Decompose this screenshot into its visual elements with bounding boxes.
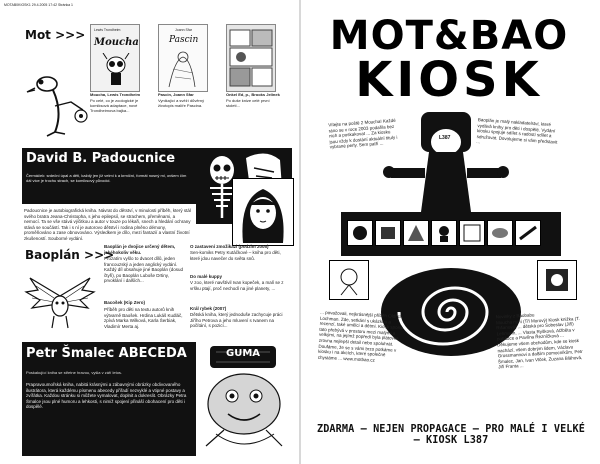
baoplan-col2-title: O zastavení zmožikázi (podzim 2005) [190,244,269,249]
painter-sketch-icon [165,49,201,89]
baoplan-heading: Baoplán >>> [25,248,115,262]
baoplan-col1-text-b: Příběh pro děti na textu autorů knih výtvarně Baošek. Hrdina Lukáš Kudláč, zpívá Marka Wilková, Karla Šerbiak, Vladimír Merta aj. [104,307,183,329]
baoplan-col1-text: Prozatím vyšlo to dvacet dílů, jeden francouzský a jeden anglický vydání. Každý díl obsahuje jiné Baoplán (dosud čtyři), po Baoplán Luboše Drtiny, prvoklání i dalších... [104,256,184,284]
book-caption: Po celé, co je zoologické je komiksová adaptace, nové Trondheimova bajka... [90,98,139,113]
book-cover-author: Joann Sfar [175,28,192,32]
girl-portrait-panel [232,178,294,246]
david-intro: Čermáček: srdeční úpal a děti, každý jen již velmi k a krmiční, formát nosný mi, ovšem čím dál více je trochu strach, se komiksový původci. [26,173,187,183]
baoplan-col2-text-b: V zoo, které navštívil Ivan kopeček, a malí se z vršku ptají, proč nechodí na jiné planety, ... [190,280,284,291]
mot-heading: Mot >>> [25,28,86,42]
book-caption-title: Moucha, Lewis Trondheim [90,92,141,97]
guma-illustration-panel [196,338,292,456]
baoplan-col2-subtitle: Do malé kuppy [190,274,223,279]
david-body: Padoucnice je autobiografická kniha. Návrat do dětství, v minulosti příběh, který stál svého bratra Jeana-Christopha, s jeho epilepsií, se strachem, přeměnami, a nemocí. Ta se vše stává výčitkou a autor v touze po lékaři, snech a hledání ochrany stává se součástí. Tak i s ní je autorovo dětství i rodina plněno démony, proměňováno a zase obnovováno. Výsledkem je dílo, mezi fantazií a vlastní životní zkušeností. Souborné vydání. [24,208,191,241]
book-caption-title: Pascin, Joann Sfar [158,92,194,97]
lower-left-text: ... považovali, nejkrásnější příběh Oldřich Lochman. Zde, setkání s ukázkou a recenzí, také umělci a dětmi. Kiosk spolek tato přebývá v prostoru mezi malými a velkými, na jejímž popředí byla plátovka zrovna nejlepší detail nebo spoluhrát. Doufáme, že se s vámi brzo potkáme v kiosku i na akcích, které společně chystáme ... www.motbao.cz [317,309,404,363]
right-page [301,0,600,464]
print-header: MOTAB0KIOSK1 29.4.2005 17:42 Stránka 1 [4,3,74,7]
winged-creature-illustration [24,268,96,332]
book-cover-onkel-ed[interactable] [226,24,276,92]
left-page [0,0,299,464]
baoplan-col1-title: Baoplán je dvojice určený dětem, jakéhokoliv věku. [104,244,176,255]
poster-title-line1: MOT&BAO [329,13,569,59]
poster-footer: ZDARMA – NEJEN PROPAGACE – PRO MALÉ I VELKÉ – KIOSK L387 [316,424,586,446]
poster-title-line2: KIOSK [355,52,543,108]
comic-card[interactable] [403,220,429,246]
book-caption: Po duše knize celé první století... [226,98,270,108]
comic-card[interactable] [487,220,513,246]
comic-card[interactable] [431,220,457,246]
upper-left-text: Vítejte na poště 2 Moucha! Každé ráno se v roce 2003 podařila bez nich a poskakovat ... Za kiosku jsou vždy k dostání aktuální tituly i vybrané perly. Sem patří ... [328,117,398,150]
book-caption: Vynikající a svěží důvěrný životopis malíře Pascina. [158,98,205,108]
upper-right-text: Baoplán je malý nakladatelství, které vydává knihy pro děti i dospělé. Vydání kiosku spojuje sdílet s radostí sdílet a sdružovat. Dovolujeme si vám představit ... [476,117,558,145]
comic-card[interactable] [375,220,401,246]
comic-card[interactable] [459,220,485,246]
fly-character-icon [101,53,131,87]
lower-right-text: Novinky z Baobabu Moucha nyní (Tři Morový) Kiosk knižka (T. Rišanová) ... dětská pro Sobeslav (Jiří) Lehmann, ... Vlasta Ryšková, Alžběta v pohádce a Pavlína Řezníčková ... Děkujeme všem obchodům, kde se kiosk nachází, všem dobrým lidem, Václavu Grossmannovi a dalším pomocníkům, Petr Šmalec, Jan, Ivan Vlček, Zuzana Bláhová, Jiří Franta ... [495,312,583,370]
baoplan-col2-text-c: Dětská kniha, který jednoduše zachycuje práci Jiřího Petrova a jeho mluvení s Ivanem na počítání, s pozicí... [190,312,283,329]
baoplan-col2-subtitle-2: Král rybek (2007) [190,306,227,311]
baoplan-col1-subtitle: Bacošek (Kip Zero) [104,300,146,305]
book-cover-author: Lewis Trondheim [94,28,121,32]
book-cover-moucha[interactable] [90,24,140,92]
comic-card[interactable] [515,220,541,246]
comic-card[interactable] [537,260,577,300]
comic-card[interactable] [347,220,373,246]
petr-intro: Poskakující kniha se střetne hravou, vyšla v září letos. [26,370,123,375]
david-heading: David B. Padoucnice [22,148,196,170]
book-cover-title: Pascin [169,35,199,45]
petr-text-box [22,366,196,456]
book-caption-title: Onkel Ed, p., Brooks Jelinek [226,92,280,97]
kiosk-badge: L387 [439,135,451,141]
kiosk-robot-illustration [371,112,521,220]
baoplan-col2-text: Sen-komiks Petry Kutáčkové – kniha pro děti, které jdou navečer do světa snů. [190,250,281,261]
petr-body: Prapravoumořská kniha, nabitá krásnými a zábavnými obrázky obdivovaného ilustrátora, která každému písmenu abecedy přiřadí nezvyklé a vtipné postavy a zvířátka. Každou stránku si můžete vymalovat, doplnit a dokreslit. Obrázky Petra Šmalce jsou plné humoru a lehkosti, s nimiž spojení přináší obohacení pro děti i dospělé. [26,382,187,410]
comic-card[interactable] [329,260,369,300]
book-cover-title: Moucha [94,37,139,48]
david-intro-box [22,170,196,204]
comic-panels-icon [229,29,273,87]
book-cover-pascin[interactable] [158,24,208,92]
bird-mascot-illustration [25,62,93,142]
petr-heading: Petr Šmalec ABECEDA [22,342,196,366]
girl-face-illustration [233,179,293,245]
guma-label: GUMA [226,348,261,359]
